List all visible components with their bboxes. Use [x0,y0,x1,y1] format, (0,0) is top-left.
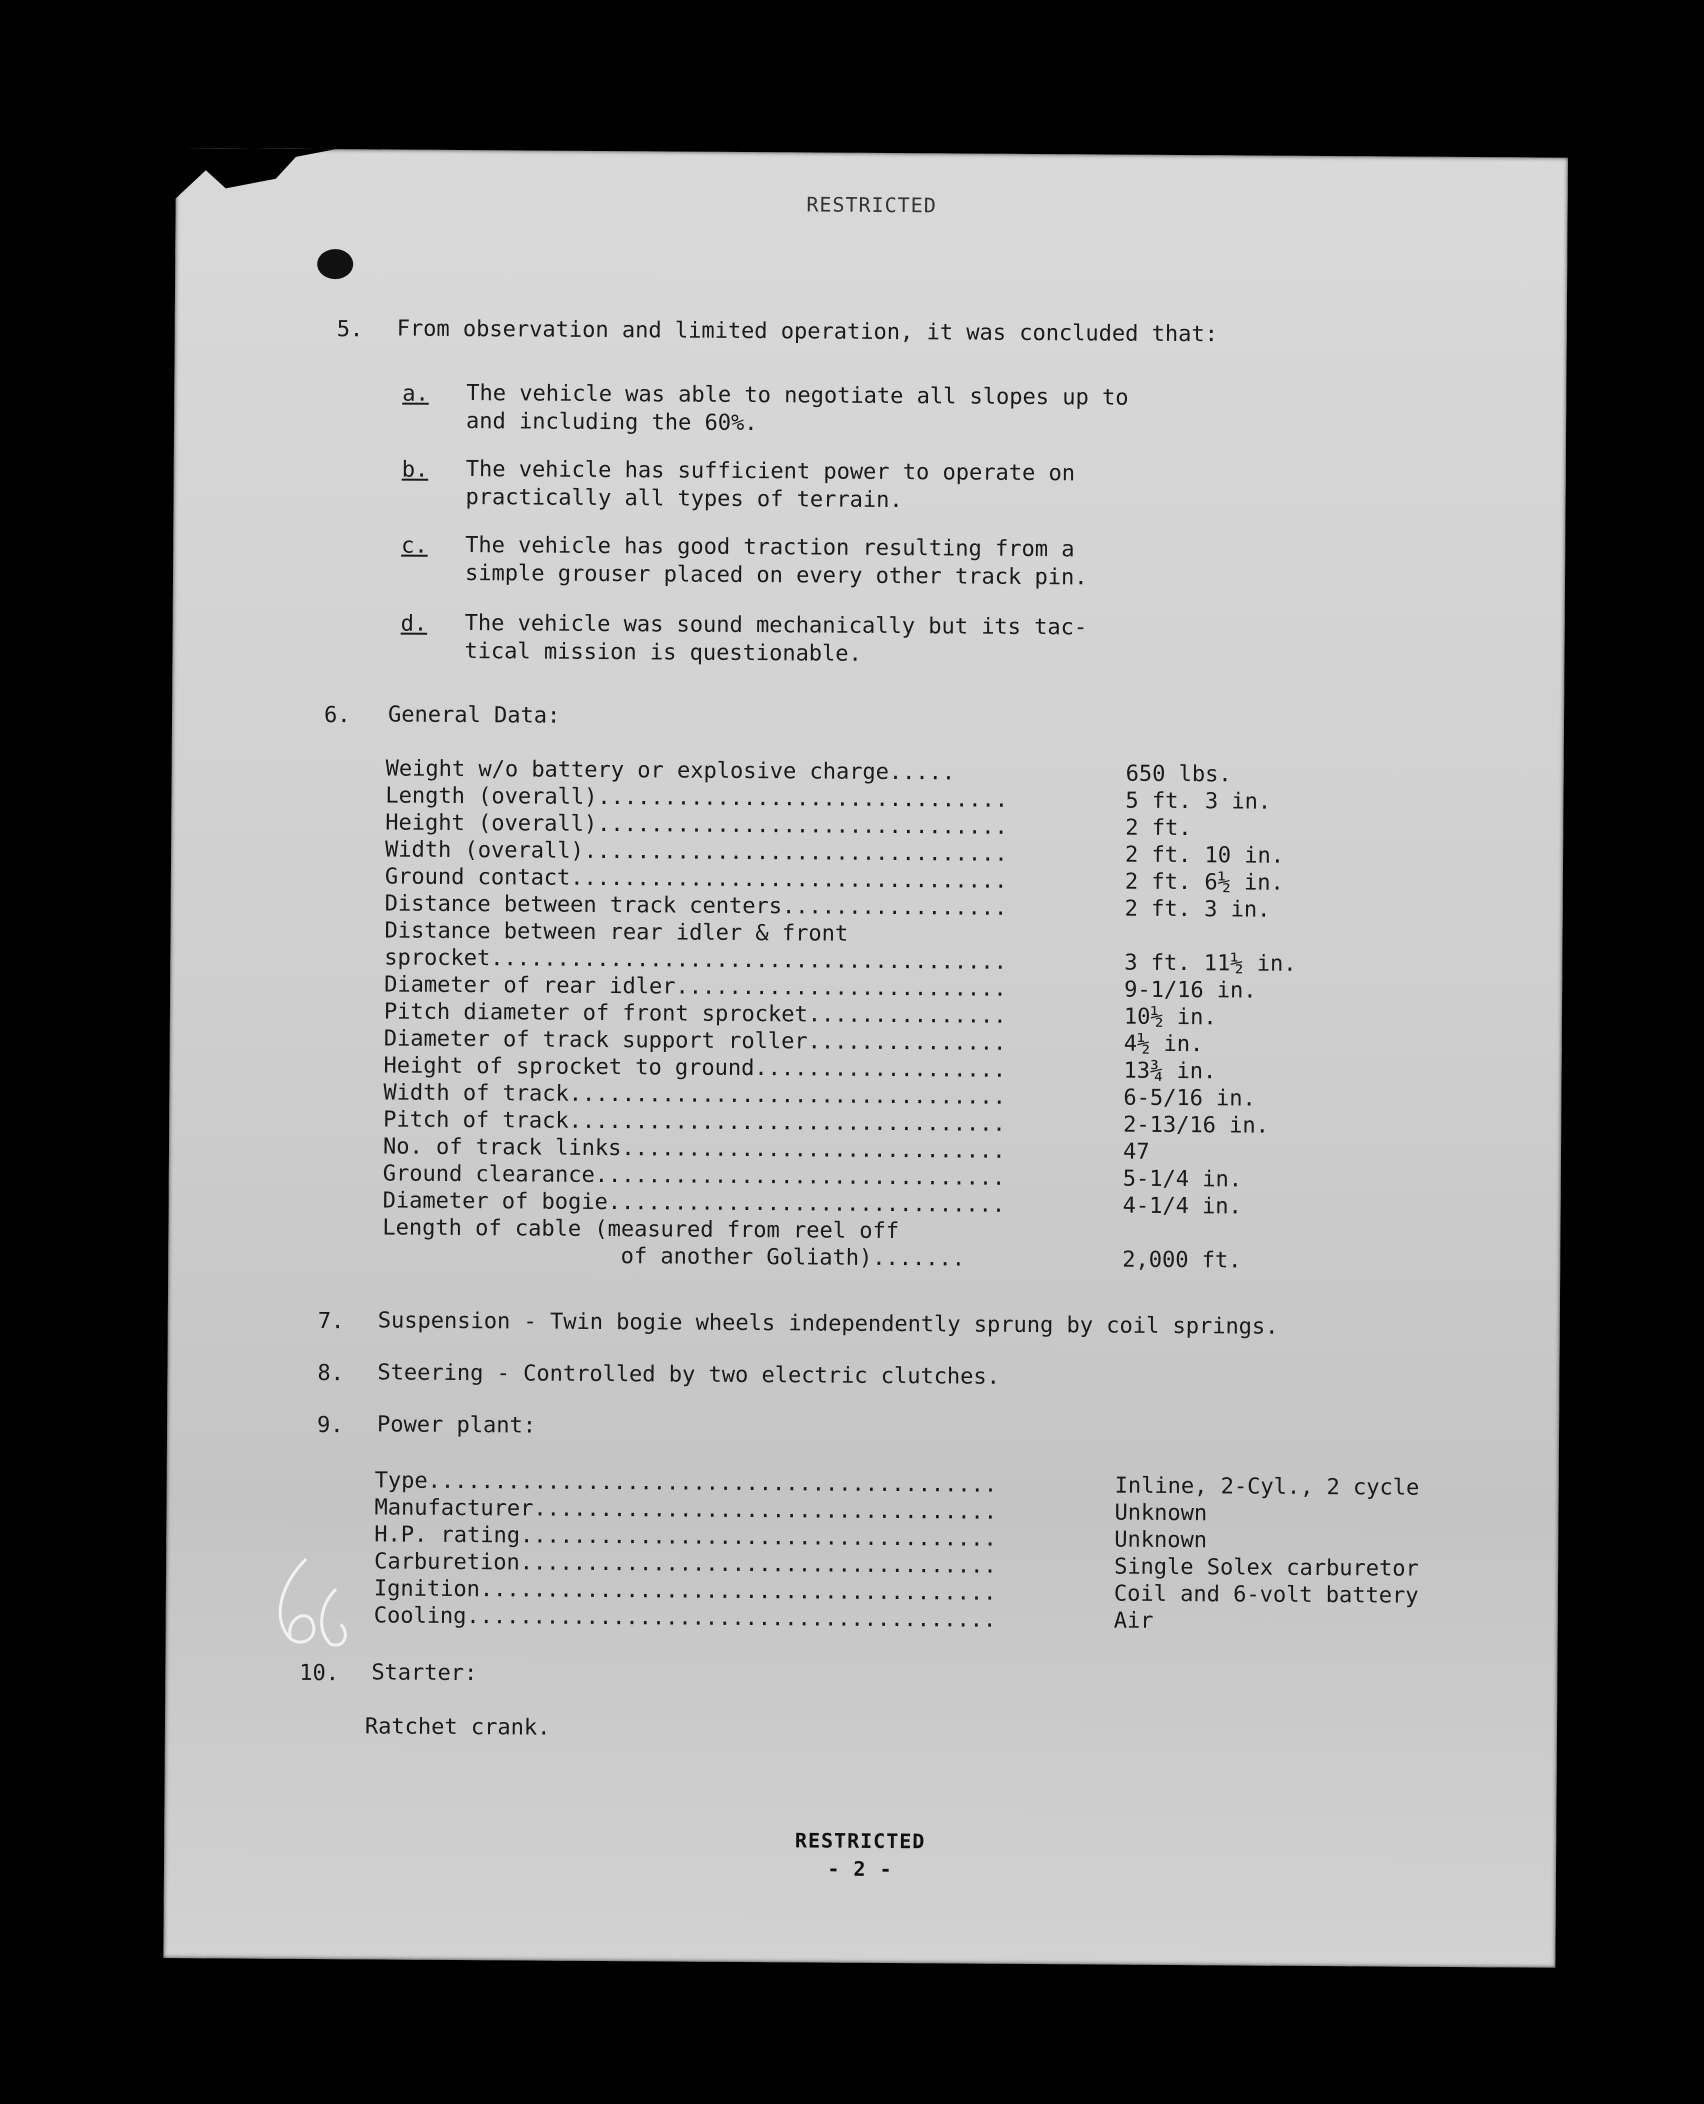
data-row: H.P. rating.................................... Unknown [374,1522,1208,1554]
section-8-text: Steering - Controlled by two electric clutches. [377,1360,1001,1390]
data-row: Diameter of bogie.............................. 4-1/4 in. [382,1188,1242,1220]
item-a-letter: a. [402,381,429,407]
section-6-number: 6. [323,703,351,729]
data-row: Height (overall)............................... 2 ft. [385,810,1192,842]
data-row: Ground contact................................. 2 ft. 6½ in. [384,864,1284,896]
item-b-letter: b. [401,457,429,483]
item-a-line2: and including the 60%. [466,409,758,437]
item-c-line2: simple grouser placed on every other track pin. [464,561,1088,591]
section-6-title: General Data: [387,702,561,729]
document-page [163,148,1568,1968]
section-9-number: 9. [316,1413,344,1439]
data-row: Distance between track centers................. 2 ft. 3 in. [384,891,1271,923]
section-5-number: 5. [336,317,364,343]
section-7-number: 7. [317,1309,345,1335]
section-10-title: Starter: [371,1660,478,1687]
general-data-list [382,755,1298,1274]
data-row: Width (overall)................................ 2 ft. 10 in. [385,837,1285,869]
punch-hole [317,249,353,279]
section-9-title: Power plant: [377,1412,537,1439]
data-row: Width of track................................. 6-5/16 in. [383,1080,1256,1112]
header-classification: RESTRICTED [806,192,937,218]
data-row: No. of track links............................. 47 [382,1134,1150,1165]
section-7-text: Suspension - Twin bogie wheels independently sprung by coil springs. [377,1308,1279,1340]
item-d-line1: The vehicle was sound mechanically but its tac- [464,611,1088,641]
data-row: Length of cable (measured from reel off [382,1215,900,1245]
data-row: Distance between rear idler & front [384,918,849,947]
data-row: sprocket....................................... 3 ft. 11½ in. [384,945,1297,977]
item-b-line2: practically all types of terrain. [465,485,903,514]
data-row: Ignition....................................... Coil and 6-volt battery [373,1576,1419,1609]
data-row: Carburetion.................................... Single Solex carburetor [374,1549,1419,1582]
data-row: Diameter of rear idler......................... 9-1/16 in. [384,972,1257,1004]
data-row: Weight w/o battery or explosive charge..... 650 lbs. [385,756,1232,788]
power-plant-list [374,1467,1420,1636]
data-row: Pitch diameter of front sprocket............... 10½ in. [383,999,1217,1031]
data-row: Cooling........................................ Air [373,1603,1154,1634]
footer-classification: RESTRICTED [794,1828,926,1854]
data-row: Length (overall)............................... 5 ft. 3 in. [385,783,1272,815]
item-d-letter: d. [400,611,428,637]
data-row: Ground clearance............................... 5-1/4 in. [382,1161,1243,1193]
item-b-line1: The vehicle has sufficient power to operate on [465,457,1076,487]
data-row: Pitch of track................................. 2-13/16 in. [383,1107,1269,1139]
item-a-line1: The vehicle was able to negotiate all slopes up to [466,381,1129,411]
handwritten-mark [265,1549,356,1660]
data-row: of another Goliath)....... 2,000 ft. [382,1242,1242,1274]
section-5-intro: From observation and limited operation, it was concluded that: [396,316,1219,348]
section-8-number: 8. [317,1361,345,1387]
section-10-number: 10. [299,1660,340,1687]
page-number: - 2 - [827,1856,893,1882]
section-10-text: Ratchet crank. [364,1714,551,1741]
data-row: Diameter of track support roller............... 4½ in. [383,1026,1204,1058]
data-row: Type........................................... Inline, 2-Cyl., 2 cycle [374,1468,1420,1501]
item-c-line1: The vehicle has good traction resulting from a [465,533,1075,563]
item-c-letter: c. [401,533,428,559]
item-d-line2: tical mission is questionable. [464,639,862,667]
data-row: Manufacturer................................... Unknown [374,1495,1208,1527]
data-row: Height of sprocket to ground................... 13¾ in. [383,1053,1217,1085]
